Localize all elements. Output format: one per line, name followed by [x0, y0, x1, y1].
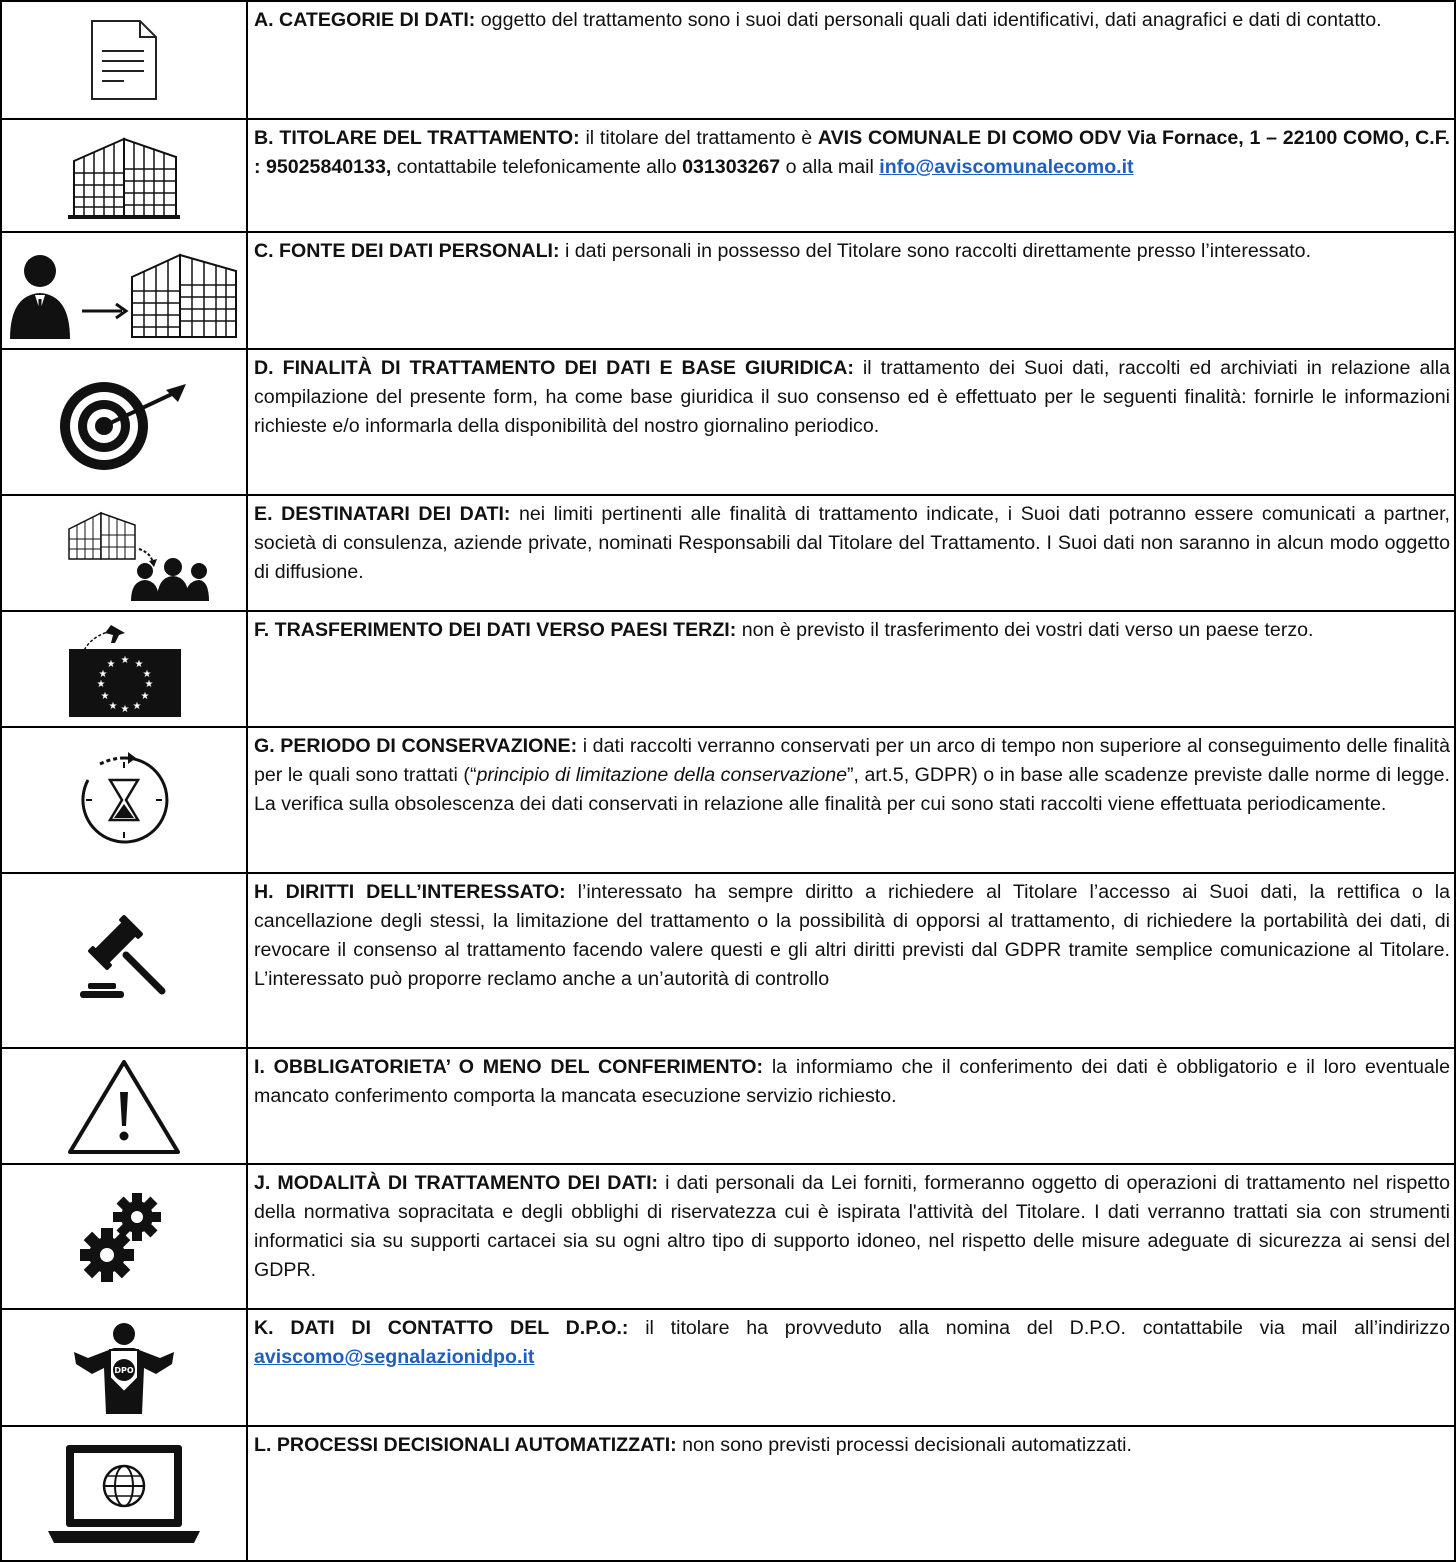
section-heading: D. FINALITÀ DI TRATTAMENTO DEI DATI E BASE GIURIDICA:	[254, 357, 854, 379]
section-heading: J. MODALITÀ DI TRATTAMENTO DEI DATI:	[254, 1172, 659, 1194]
table-row	[1, 495, 1455, 611]
target-icon	[2, 350, 246, 494]
section-body: nei limiti pertinenti alle finalità di trattamento indicate, i Suoi dati potranno essere comunicati a partner, società di consulenza, aziende private, nominati Responsabili dal Titolare del Trattamento. I Suoi dati non saranno in alcun modo oggetto di diffusione.	[254, 503, 1450, 583]
controller-details: AVIS COMUNALE DI COMO ODV Via Fornace, 1 – 22100 COMO, C.F. : 95025840133,	[254, 127, 1450, 178]
svg-text:★: ★	[134, 659, 144, 670]
controller-email-link[interactable]: info@aviscomunalecomo.it	[879, 156, 1134, 178]
eu-flag-plane-icon	[2, 612, 246, 726]
document-icon	[2, 2, 246, 118]
section-c-text	[247, 232, 1455, 349]
controller-phone: 031303267	[682, 156, 781, 178]
table-row	[1, 232, 1455, 349]
section-f-text	[247, 611, 1455, 727]
section-body: non sono previsti processi decisionali automatizzati.	[676, 1434, 1132, 1456]
dpo-emblem-label: DPO	[114, 1365, 134, 1375]
dpo-email-link[interactable]: aviscomo@segnalazionidpo.it	[254, 1346, 535, 1368]
icon-cell	[1, 1426, 247, 1561]
svg-text:★: ★	[142, 669, 152, 680]
section-heading: K. DATI DI CONTATTO DEL D.P.O.:	[254, 1317, 629, 1339]
section-b-text	[247, 119, 1455, 232]
svg-text:★: ★	[106, 659, 116, 670]
icon-cell	[1, 349, 247, 495]
svg-text:★: ★	[108, 701, 118, 712]
icon-cell	[1, 1048, 247, 1164]
section-e-text	[247, 495, 1455, 611]
section-body: o alla mail	[780, 156, 880, 178]
svg-text:★: ★	[132, 701, 142, 712]
section-j-text	[247, 1164, 1455, 1309]
person-to-building-icon	[2, 233, 246, 348]
warning-icon	[2, 1049, 246, 1163]
section-body: non è previsto il trasferimento dei vostri dati verso un paese terzo.	[736, 619, 1314, 641]
icon-cell	[1, 873, 247, 1048]
section-a-text	[247, 1, 1455, 119]
section-heading: A. CATEGORIE DI DATI:	[254, 9, 476, 31]
section-d-text	[247, 349, 1455, 495]
gavel-icon	[2, 874, 246, 1047]
section-l-text	[247, 1426, 1455, 1561]
icon-cell	[1, 1309, 247, 1426]
svg-text:★: ★	[140, 691, 150, 702]
recipients-icon	[2, 496, 246, 610]
table-row	[1, 873, 1455, 1048]
icon-cell	[1, 1164, 247, 1309]
svg-text:★: ★	[144, 679, 154, 690]
table-row	[1, 611, 1455, 727]
icon-cell	[1, 495, 247, 611]
table-row	[1, 1426, 1455, 1561]
icon-cell	[1, 119, 247, 232]
section-body: il titolare del trattamento è	[579, 127, 818, 149]
svg-text:★: ★	[120, 655, 130, 666]
section-heading: E. DESTINATARI DEI DATI:	[254, 503, 511, 525]
section-body: l’interessato ha sempre diritto a richiedere al Titolare l’accesso ai Suoi dati, la rettifica o la cancellazione degli stessi, la limitazione del trattamento o la possibilità di opporsi al trattamento, di richiedere la portabilità dei dati, di revocare il consenso al trattamento facendo valere questi e gli altri diritti previsti dal GDPR tramite semplice comunicazione al Titolare. L’interessato può proporre reclamo anche a un’autorità di controllo	[254, 881, 1450, 990]
principle-quote: principio di limitazione della conservazione	[476, 764, 848, 786]
section-heading: I. OBBLIGATORIETA’ O MENO DEL CONFERIMENTO:	[254, 1056, 764, 1078]
svg-text:★: ★	[120, 704, 130, 715]
section-body: oggetto del trattamento sono i suoi dati personali quali dati identificativi, dati anagrafici e dati di contatto.	[475, 9, 1382, 31]
building-icon	[2, 120, 246, 231]
table-row	[1, 1309, 1455, 1426]
table-row	[1, 1048, 1455, 1164]
section-body: i dati raccolti verranno conservati per un arco di tempo non superiore al conseguimento delle finalità per le quali sono trattati (“	[254, 735, 1450, 786]
dpo-superhero-icon	[2, 1310, 246, 1425]
svg-text:★: ★	[96, 679, 106, 690]
section-heading: B. TITOLARE DEL TRATTAMENTO:	[254, 127, 580, 149]
section-heading: F. TRASFERIMENTO DEI DATI VERSO PAESI TERZI:	[254, 619, 737, 641]
icon-cell	[1, 611, 247, 727]
section-body: contattabile telefonicamente allo	[391, 156, 683, 178]
gears-icon	[2, 1165, 246, 1308]
section-body: la informiamo che il conferimento dei dati è obbligatorio e il loro eventuale mancato conferimento comporta la mancata esecuzione servizio richiesto.	[254, 1056, 1450, 1107]
section-body: i dati personali in possesso del Titolare sono raccolti direttamente presso l’interessato.	[559, 240, 1312, 262]
svg-text:★: ★	[98, 669, 108, 680]
icon-cell	[1, 727, 247, 873]
section-k-text	[247, 1309, 1455, 1426]
section-body: ”, art.5, GDPR) o in base alle scadenze previste dalle norme di legge. La verifica sulla obsolescenza dei dati conservati in relazione alle finalità per cui sono stati raccolti viene effettuata periodicamente.	[254, 764, 1450, 815]
table-row	[1, 1, 1455, 119]
section-i-text	[247, 1048, 1455, 1164]
section-g-text	[247, 727, 1455, 873]
icon-cell	[1, 1, 247, 119]
table-row	[1, 1164, 1455, 1309]
section-body: il titolare ha provveduto alla nomina del D.P.O. contattabile via mail all’indirizzo	[628, 1317, 1450, 1339]
svg-text:★: ★	[100, 691, 110, 702]
table-row	[1, 727, 1455, 873]
section-body: il trattamento dei Suoi dati, raccolti ed archiviati in relazione alla compilazione del presente form, ha come base giuridica il suo consenso ed è effettuato per le seguenti finalità: fornirle le informazioni richieste e/o informarla della disponibilità del nostro giornalino periodico.	[254, 357, 1450, 437]
table-row	[1, 349, 1455, 495]
hourglass-clock-icon	[2, 728, 246, 872]
icon-cell	[1, 232, 247, 349]
section-heading: H. DIRITTI DELL’INTERESSATO:	[254, 881, 566, 903]
section-body: i dati personali da Lei forniti, formeranno oggetto di operazioni di trattamento nel rispetto della normativa sopracitata e degli obblighi di riservatezza cui è ispirata l'attività del Titolare. I dati verranno trattati sia con strumenti informatici sia su supporti cartacei sia su ogni altro tipo di supporto idoneo, nel rispetto delle misure adeguate di sicurezza ai sensi del GDPR.	[254, 1172, 1450, 1281]
section-h-text	[247, 873, 1455, 1048]
table-row	[1, 119, 1455, 232]
section-heading: G. PERIODO DI CONSERVAZIONE:	[254, 735, 578, 757]
laptop-globe-icon	[2, 1427, 246, 1560]
section-heading: L. PROCESSI DECISIONALI AUTOMATIZZATI:	[254, 1434, 677, 1456]
section-heading: C. FONTE DEI DATI PERSONALI:	[254, 240, 560, 262]
